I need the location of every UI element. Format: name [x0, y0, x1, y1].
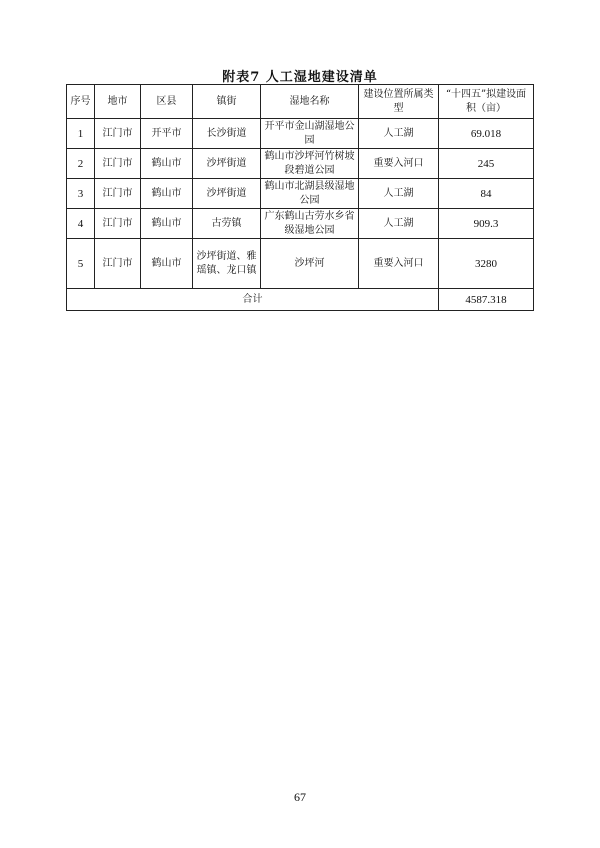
header-county: 区县 [141, 85, 193, 119]
table-header-row [67, 85, 534, 119]
cell-town: 古劳镇 [193, 209, 261, 239]
cell-city: 江门市 [95, 119, 141, 149]
cell-location-type: 人工湖 [359, 179, 439, 209]
table-row [67, 209, 534, 239]
cell-planned-area: 69.018 [439, 119, 534, 149]
cell-serial: 3 [67, 179, 95, 209]
cell-location-type: 人工湖 [359, 209, 439, 239]
cell-town: 沙坪街道、雅瑶镇、龙口镇 [193, 239, 261, 289]
header-town: 镇街 [193, 85, 261, 119]
cell-location-type: 重要入河口 [359, 149, 439, 179]
table-row [67, 239, 534, 289]
table-row [67, 149, 534, 179]
cell-county: 鹤山市 [141, 179, 193, 209]
cell-city: 江门市 [95, 239, 141, 289]
cell-planned-area: 245 [439, 149, 534, 179]
total-value: 4587.318 [439, 289, 534, 311]
cell-county: 鹤山市 [141, 239, 193, 289]
table-row [67, 119, 534, 149]
cell-serial: 5 [67, 239, 95, 289]
cell-county: 鹤山市 [141, 149, 193, 179]
cell-city: 江门市 [95, 209, 141, 239]
header-serial: 序号 [67, 85, 95, 119]
cell-county: 鹤山市 [141, 209, 193, 239]
table-total-row [67, 289, 534, 311]
cell-wetland-name: 沙坪河 [261, 239, 359, 289]
cell-location-type: 人工湖 [359, 119, 439, 149]
cell-city: 江门市 [95, 149, 141, 179]
table-title: 附表7 人工湿地建设清单 [222, 70, 378, 85]
cell-wetland-name: 鹤山市北湖县级湿地公园 [261, 179, 359, 209]
cell-planned-area: 3280 [439, 239, 534, 289]
cell-wetland-name: 广东鹤山古劳水乡省级湿地公园 [261, 209, 359, 239]
cell-serial: 4 [67, 209, 95, 239]
cell-location-type: 重要入河口 [359, 239, 439, 289]
cell-county: 开平市 [141, 119, 193, 149]
cell-city: 江门市 [95, 179, 141, 209]
header-wetland-name: 湿地名称 [261, 85, 359, 119]
wetland-construction-table [66, 84, 534, 311]
cell-planned-area: 909.3 [439, 209, 534, 239]
cell-planned-area: 84 [439, 179, 534, 209]
header-planned-area: “十四五”拟建设面积（亩） [439, 85, 534, 119]
cell-town: 长沙街道 [193, 119, 261, 149]
table-row [67, 179, 534, 209]
header-location-type: 建设位置所属类型 [359, 85, 439, 119]
total-label: 合计 [67, 289, 439, 311]
cell-serial: 2 [67, 149, 95, 179]
cell-town: 沙坪街道 [193, 149, 261, 179]
header-city: 地市 [95, 85, 141, 119]
page-number: 67 [294, 790, 306, 804]
cell-wetland-name: 鹤山市沙坪河竹树坡段碧道公园 [261, 149, 359, 179]
cell-wetland-name: 开平市金山湖湿地公园 [261, 119, 359, 149]
cell-serial: 1 [67, 119, 95, 149]
cell-town: 沙坪街道 [193, 179, 261, 209]
